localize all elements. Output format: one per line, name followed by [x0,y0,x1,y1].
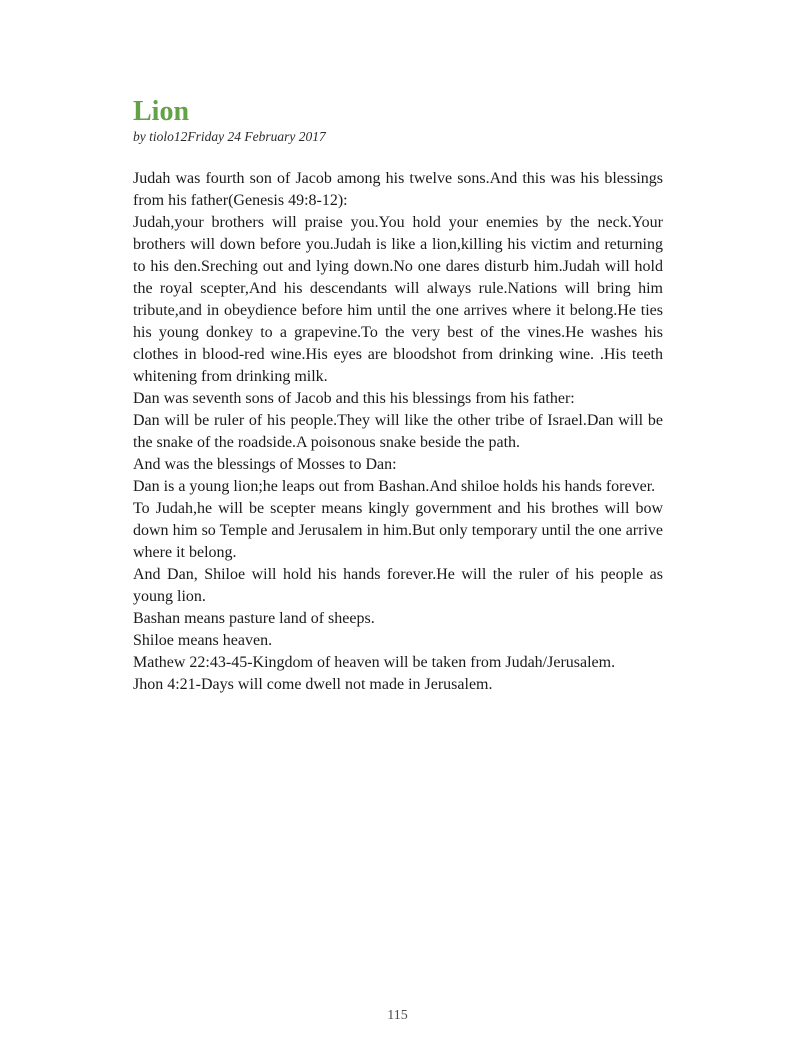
paragraph: Shiloe means heaven. [133,632,273,649]
byline: by tiolo12Friday 24 February 2017 [133,129,326,144]
article-body [133,168,663,696]
paragraph: Judah,your brothers will praise you.You hold your enemies by the neck.Your brothers will down before you.Judah is like a lion,killing his victim and returning to his den.Sreching out and lying down.No one dares disturb him.Judah will hold the royal scepter,And his descendants will always rule.Nations will bring him tribute,and in obeydience before him until the one arrives where it belong.He ties his young donkey to a grapevine.To the very best of the vines.He washes his clothes in blood-red wine.His eyes are bloodshot from drinking wine. .His teeth whitening from drinking milk. [133,214,663,385]
paragraph: Dan was seventh sons of Jacob and this his blessings from his father: [133,390,575,407]
paragraph: Dan will be ruler of his people.They will like the other tribe of Israel.Dan will be the snake of the roadside.A poisonous snake beside the path. [133,412,663,451]
paragraph: Jhon 4:21-Days will come dwell not made in Jerusalem. [133,676,493,693]
paragraph: Dan is a young lion;he leaps out from Bashan.And shiloe holds his hands forever. [133,478,656,495]
paragraph: Judah was fourth son of Jacob among his twelve sons.And this was his blessings from his father(Genesis 49:8-12): [133,170,663,209]
paragraph: To Judah,he will be scepter means kingly government and his brothes will bow down him so Temple and Jerusalem in him.But only temporary until the one arrive where it belong. [133,500,663,561]
paragraph: Mathew 22:43-45-Kingdom of heaven will be taken from Judah/Jerusalem. [133,654,616,671]
paragraph: And was the blessings of Mosses to Dan: [133,456,397,473]
page-number: 115 [387,1008,408,1023]
paragraph: Bashan means pasture land of sheeps. [133,610,375,627]
paragraph: And Dan, Shiloe will hold his hands forever.He will the ruler of his people as young lion. [133,566,663,605]
page-title: Lion [133,96,190,127]
article-content [133,97,663,696]
